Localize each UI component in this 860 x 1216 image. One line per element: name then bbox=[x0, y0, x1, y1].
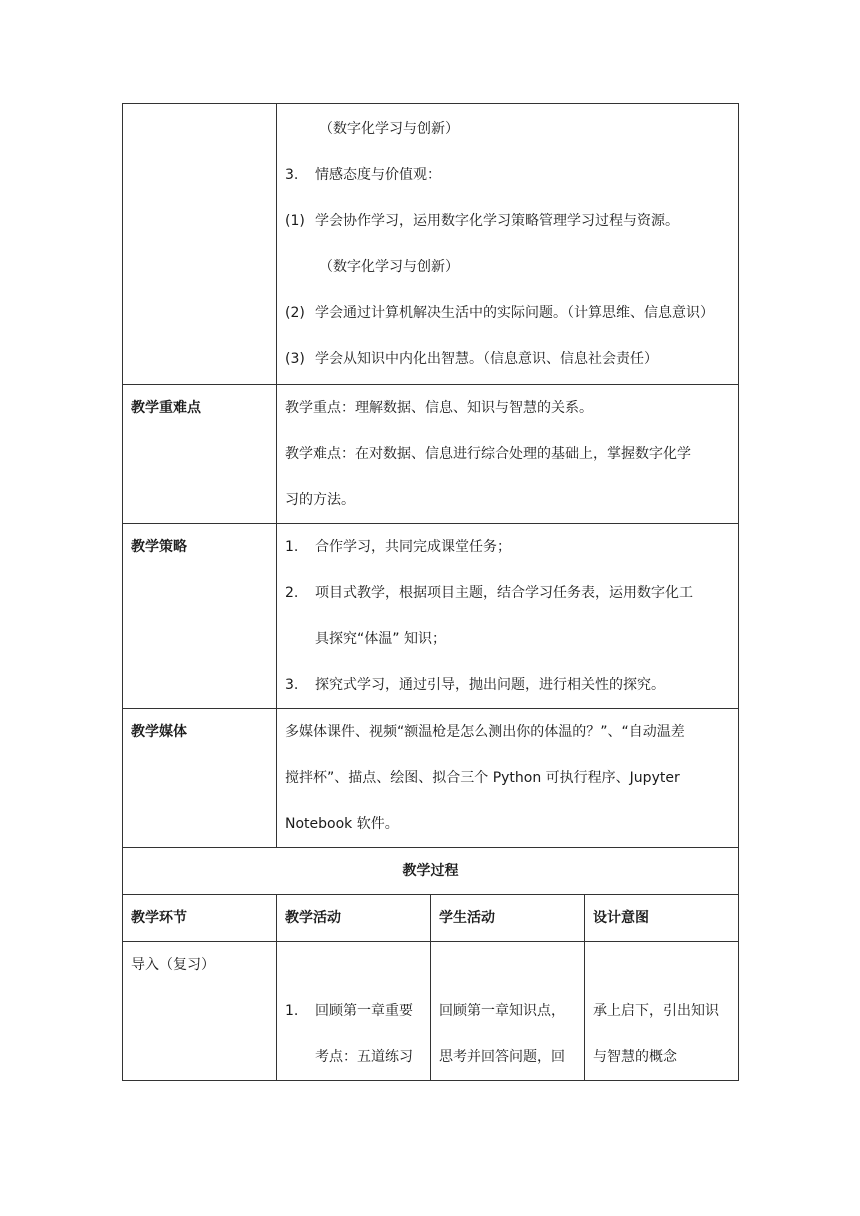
objective-line: (2) 学会通过计算机解决生活中的实际问题。（计算思维、信息意识） bbox=[285, 305, 714, 321]
media-label: 教学媒体 bbox=[123, 709, 277, 848]
design-intent-cell bbox=[585, 942, 739, 1081]
strategy-item: 1. 合作学习，共同完成课堂任务； bbox=[285, 539, 511, 555]
media-line: 搅拌杯”、描点、绘图、拟合三个 Python 可执行程序、Jupyter bbox=[285, 770, 680, 786]
process-title-row bbox=[123, 848, 739, 895]
process-title: 教学过程 bbox=[123, 848, 739, 895]
key-points-label: 教学重难点 bbox=[123, 385, 277, 524]
strategy-item: 具探究“体温” 知识； bbox=[315, 631, 446, 647]
teaching-difficulty-line2: 习的方法。 bbox=[285, 492, 355, 508]
strategy-label: 教学策略 bbox=[123, 524, 277, 709]
teacher-activity-line: 考点：五道练习 bbox=[315, 1049, 413, 1065]
objective-line: (1) 学会协作学习，运用数字化学习策略管理学习过程与资源。 bbox=[285, 213, 679, 229]
strategy-item: 2. 项目式教学，根据项目主题，结合学习任务表，运用数字化工 bbox=[285, 585, 693, 601]
strategy-row bbox=[123, 524, 739, 709]
teaching-difficulty-line1: 教学难点：在对数据、信息进行综合处理的基础上，掌握数字化学 bbox=[285, 446, 691, 462]
header-teacher-activity: 教学活动 bbox=[277, 895, 431, 942]
media-line: Notebook 软件。 bbox=[285, 816, 399, 832]
objectives-continuation-row bbox=[123, 104, 739, 385]
lesson-plan-table bbox=[122, 103, 739, 1081]
lesson-plan-table-wrapper bbox=[122, 103, 738, 1081]
header-design-intent: 设计意图 bbox=[585, 895, 739, 942]
stage-cell bbox=[123, 942, 277, 1081]
design-intent-line: 承上启下，引出知识 bbox=[593, 1003, 719, 1019]
student-activity-line: 回顾第一章知识点， bbox=[439, 1003, 565, 1019]
key-points-content bbox=[277, 385, 739, 524]
strategy-item: 3. 探究式学习，通过引导，抛出问题，进行相关性的探究。 bbox=[285, 677, 665, 693]
process-row bbox=[123, 942, 739, 1081]
header-stage: 教学环节 bbox=[123, 895, 277, 942]
spacer bbox=[593, 942, 730, 988]
student-activity-line: 思考并回答问题，回 bbox=[439, 1049, 565, 1065]
strategy-content bbox=[277, 524, 739, 709]
objective-line: （数字化学习与创新） bbox=[319, 121, 459, 137]
header-student-activity: 学生活动 bbox=[431, 895, 585, 942]
objectives-label-cell bbox=[123, 104, 277, 385]
process-header-row bbox=[123, 895, 739, 942]
objective-line: （数字化学习与创新） bbox=[319, 259, 459, 275]
media-content bbox=[277, 709, 739, 848]
key-points-row bbox=[123, 385, 739, 524]
teacher-activity-cell bbox=[277, 942, 431, 1081]
objectives-content-cell bbox=[277, 104, 739, 385]
media-row bbox=[123, 709, 739, 848]
objective-line: 3. 情感态度与价值观： bbox=[285, 167, 441, 183]
media-line: 多媒体课件、视频“额温枪是怎么测出你的体温的？”、“自动温差 bbox=[285, 724, 685, 740]
objective-line: (3) 学会从知识中内化出智慧。（信息意识、信息社会责任） bbox=[285, 351, 658, 367]
student-activity-cell bbox=[431, 942, 585, 1081]
teaching-focus: 教学重点：理解数据、信息、知识与智慧的关系。 bbox=[285, 400, 593, 416]
design-intent-line: 与智慧的概念 bbox=[593, 1049, 677, 1065]
spacer bbox=[439, 942, 576, 988]
spacer bbox=[285, 942, 422, 988]
teacher-activity-line: 1. 回顾第一章重要 bbox=[285, 1003, 413, 1019]
stage-name: 导入（复习） bbox=[131, 957, 215, 973]
